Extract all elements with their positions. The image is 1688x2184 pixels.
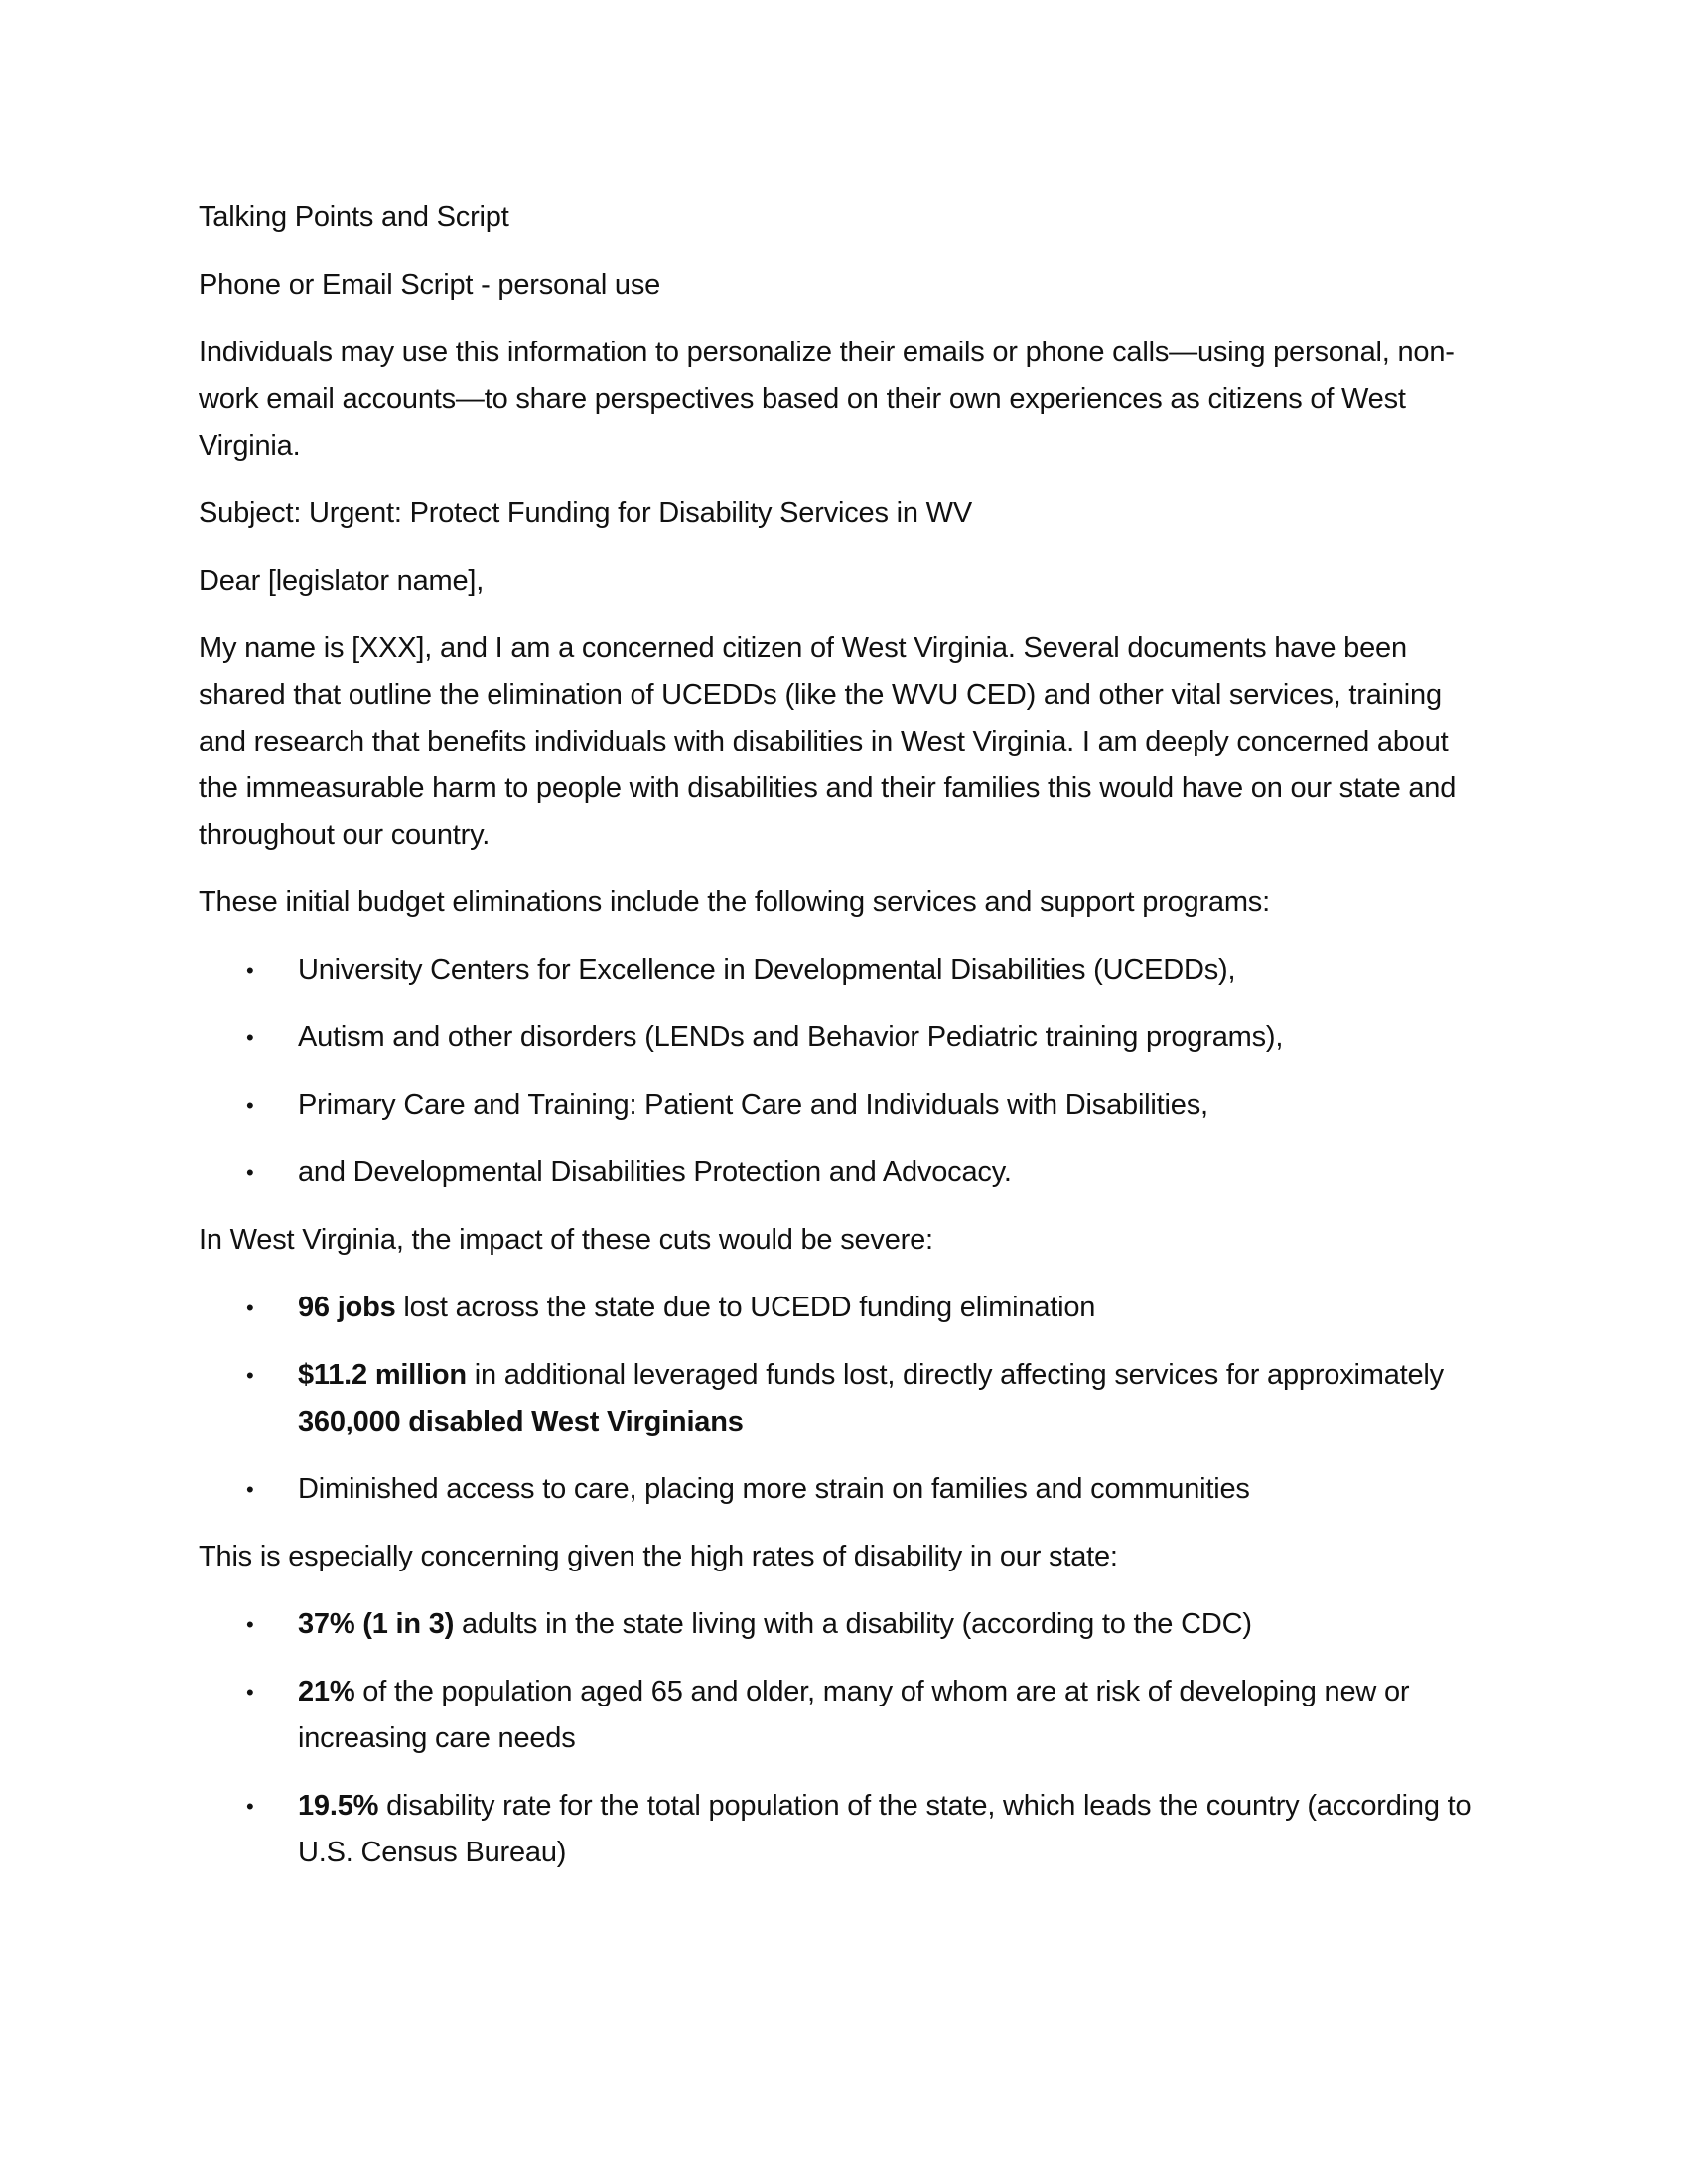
list-item-text: adults in the state living with a disability (according to the CDC) <box>454 1608 1252 1640</box>
impact-heading: In West Virginia, the impact of these cuts would be severe: <box>199 1224 933 1256</box>
emphasis-text: $11.2 million <box>298 1359 467 1391</box>
rates-list <box>199 1601 1489 1876</box>
bullet-icon: • <box>246 1477 254 1502</box>
list-item <box>199 1352 1489 1445</box>
list-item-text: Primary Care and Training: Patient Care and Individuals with Disabilities, <box>298 1089 1208 1121</box>
impacts-list <box>199 1285 1489 1513</box>
eliminations-list <box>199 947 1489 1196</box>
bullet-icon: • <box>246 1794 254 1819</box>
salutation: Dear [legislator name], <box>199 565 485 597</box>
list-item <box>199 1285 1489 1331</box>
body-paragraph: My name is [XXX], and I am a concerned citizen of West Virginia. Several documents have been shared that outline the elimination of UCEDDs (like the WVU CED) and other vital services, training and research that benefits individuals with disabilities in West Virginia. I am deeply concerned about the immeasurable harm to people with disabilities and their families this would have on our state and throughout our country. <box>199 632 1457 851</box>
list-item-text: disability rate for the total population of the state, which leads the country (according to U.S. Census Bureau) <box>298 1790 1472 1868</box>
intro-paragraph: Individuals may use this information to personalize their emails or phone calls—using personal, non-work email accounts—to share perspectives based on their own experiences as citizens of West Virginia. <box>199 337 1455 462</box>
emphasis-text: 37% (1 in 3) <box>298 1608 455 1640</box>
emphasis-text: 96 jobs <box>298 1292 396 1323</box>
document-subtitle: Phone or Email Script - personal use <box>199 269 661 301</box>
list-item-text: Diminished access to care, placing more strain on families and communities <box>298 1473 1250 1505</box>
email-subject: Subject: Urgent: Protect Funding for Disability Services in WV <box>199 497 972 529</box>
bullet-icon: • <box>246 1093 254 1118</box>
document-title: Talking Points and Script <box>199 202 509 233</box>
emphasis-text: 21% <box>298 1676 355 1707</box>
list-item <box>199 1783 1489 1876</box>
bullet-icon: • <box>246 1160 254 1185</box>
list-item <box>199 1601 1489 1648</box>
list-item <box>199 1150 1489 1196</box>
list-item <box>199 1082 1489 1129</box>
bullet-icon: • <box>246 958 254 983</box>
emphasis-text: 360,000 disabled West Virginians <box>298 1406 744 1437</box>
bullet-icon: • <box>246 1025 254 1050</box>
list-item <box>199 947 1489 994</box>
list-item-text: and Developmental Disabilities Protection and Advocacy. <box>298 1157 1012 1188</box>
list-item-text: of the population aged 65 and older, many of whom are at risk of developing new or increasing care needs <box>298 1676 1410 1754</box>
list-item-text: University Centers for Excellence in Developmental Disabilities (UCEDDs), <box>298 954 1236 986</box>
bullet-icon: • <box>246 1363 254 1388</box>
list-item <box>199 1466 1489 1513</box>
bullet-icon: • <box>246 1680 254 1705</box>
list-item <box>199 1669 1489 1762</box>
rates-heading: This is especially concerning given the high rates of disability in our state: <box>199 1541 1118 1572</box>
document-page <box>199 195 1489 1897</box>
emphasis-text: 19.5% <box>298 1790 379 1822</box>
list-item-text: Autism and other disorders (LENDs and Behavior Pediatric training programs), <box>298 1022 1284 1053</box>
bullet-icon: • <box>246 1296 254 1320</box>
list-item-text: in additional leveraged funds lost, directly affecting services for approximately <box>466 1359 1444 1391</box>
list-item <box>199 1015 1489 1061</box>
list-item-text: lost across the state due to UCEDD funding elimination <box>395 1292 1096 1323</box>
eliminations-heading: These initial budget eliminations include the following services and support programs: <box>199 887 1270 918</box>
bullet-icon: • <box>246 1612 254 1637</box>
